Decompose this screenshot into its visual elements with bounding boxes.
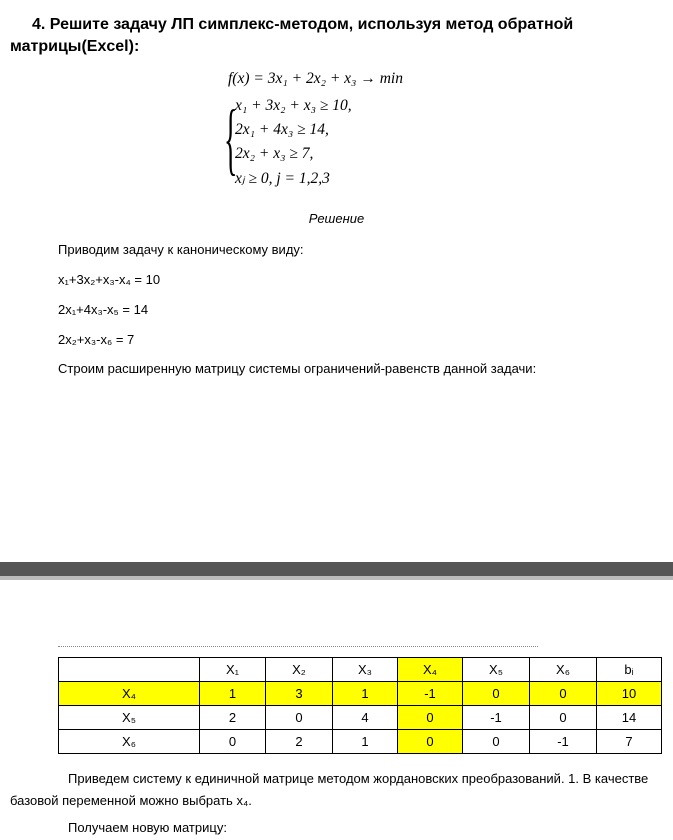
table-cell: -1	[530, 730, 597, 754]
constraint-2: 2x₁ + 4x₃ ≥ 14,	[235, 121, 329, 138]
table-cell: 4	[333, 706, 398, 730]
table-cell: 0	[530, 682, 597, 706]
table-cell: 10	[597, 682, 662, 706]
cut-text-remnant	[58, 646, 538, 653]
header-cell: X₅	[463, 658, 530, 682]
table-cell: 2	[266, 730, 333, 754]
task-title-line1: 4. Решите задачу ЛП симплекс-методом, используя метод обратной	[32, 16, 574, 33]
header-cell: bᵢ	[597, 658, 662, 682]
table-cell: -1	[398, 682, 463, 706]
table-cell: 0	[463, 730, 530, 754]
table-cell: 0	[266, 706, 333, 730]
header-cell: X₃	[333, 658, 398, 682]
task-title	[10, 14, 632, 58]
equation-2: 2x₁+4x₃-x₅ = 14	[58, 302, 149, 317]
table-cell: 2	[200, 706, 266, 730]
table-cell: 1	[333, 730, 398, 754]
table-cell: -1	[463, 706, 530, 730]
header-cell: X₄	[398, 658, 463, 682]
table-row	[59, 682, 662, 706]
task-title-line2: матрицы(Excel):	[10, 38, 140, 55]
constraint-nonneg: xⱼ ≥ 0, j = 1,2,3	[235, 170, 330, 187]
solution-label: Решение	[308, 211, 365, 226]
constraint-1: x₁ + 3x₂ + x₃ ≥ 10,	[235, 97, 352, 114]
table-cell: 0	[463, 682, 530, 706]
objective-function: f(x) = 3x₁ + 2x₂ + x₃ → min	[228, 70, 403, 87]
augmented-matrix-table	[58, 657, 662, 754]
table-cell: 3	[266, 682, 333, 706]
canonical-intro: Приводим задачу к каноническому виду:	[58, 242, 304, 257]
jordan-conclusion: Приведем систему к единичной матрице методом жордановских преобразований. 1. В качестве базовой переменной можно выбрать x₄.	[10, 771, 649, 808]
table-row	[59, 730, 662, 754]
table-row	[59, 706, 662, 730]
header-cell: X₆	[530, 658, 597, 682]
table-cell: 1	[333, 682, 398, 706]
table-cell: X₄	[59, 682, 200, 706]
new-matrix-label: Получаем новую матрицу:	[68, 820, 227, 835]
constraint-3: 2x₂ + x₃ ≥ 7,	[235, 145, 314, 162]
table-cell: 0	[200, 730, 266, 754]
matrix-intro: Строим расширенную матрицу системы ограничений-равенств данной задачи:	[58, 361, 537, 376]
header-cell	[59, 658, 200, 682]
header-cell: X₂	[266, 658, 333, 682]
header-cell: X₁	[200, 658, 266, 682]
page-divider	[0, 562, 673, 576]
table-cell: 0	[398, 706, 463, 730]
table-cell: 0	[398, 730, 463, 754]
equation-3: 2x₂+x₃-x₆ = 7	[58, 332, 135, 347]
table-cell: X₅	[59, 706, 200, 730]
table-header-row	[59, 658, 662, 682]
table-cell: 0	[530, 706, 597, 730]
table-cell: 14	[597, 706, 662, 730]
equation-1: x₁+3x₂+x₃-x₄ = 10	[58, 272, 161, 287]
table-cell: 1	[200, 682, 266, 706]
page-divider-shadow	[0, 576, 673, 580]
table-cell: 7	[597, 730, 662, 754]
system-brace: {	[224, 95, 238, 183]
table-cell: X₆	[59, 730, 200, 754]
